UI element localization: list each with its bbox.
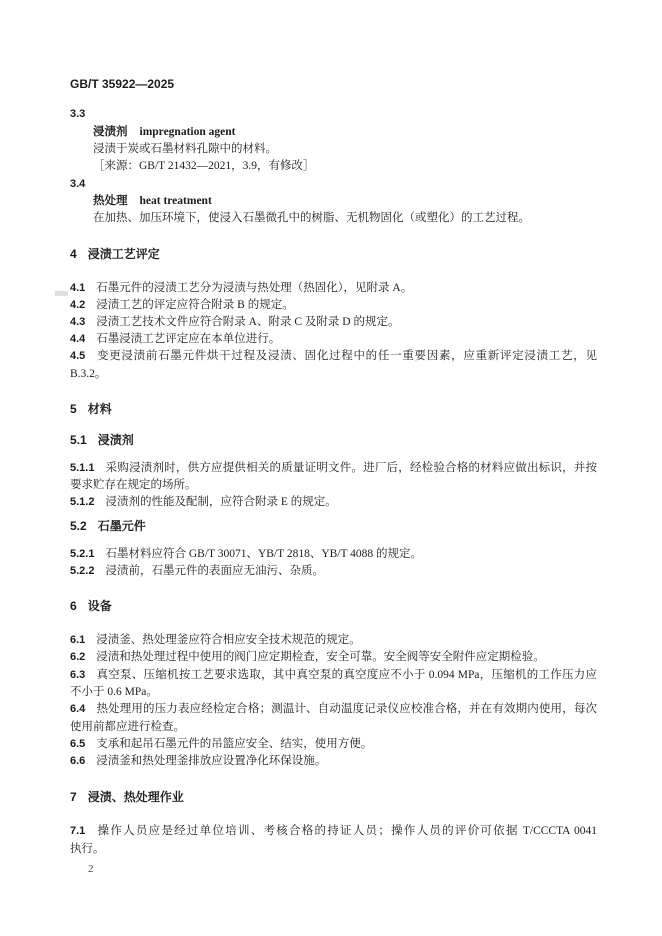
clause-6-5 (70, 736, 372, 753)
clause-4-2 (70, 297, 294, 314)
clause-5-1-1-continued: 要求贮存在规定的场所。 (70, 479, 197, 491)
clause-6-4 (70, 701, 597, 718)
term-number: 3.4 (70, 178, 86, 190)
clause-7-1-continued: 执行。 (70, 843, 105, 855)
clause-number: 6.4 (70, 703, 86, 715)
clause-number: 6 (70, 599, 77, 613)
clause-text: 采购浸渍剂时，供方应提供相关的质量证明文件。进厂后，经检验合格的材料应做出标识，并按 (105, 462, 597, 474)
clause-5-2-heading (70, 518, 146, 535)
clause-title: 设备 (87, 599, 112, 613)
clause-4-heading (70, 246, 160, 263)
clause-6-heading (70, 598, 112, 615)
clause-6-2 (70, 649, 545, 666)
clause-number: 4.2 (70, 299, 86, 311)
clause-title: 材料 (87, 402, 112, 416)
clause-number: 4.4 (70, 333, 86, 345)
clause-number: 6.6 (70, 755, 86, 767)
clause-6-6 (70, 753, 326, 770)
clause-number: 4.5 (70, 350, 86, 362)
clause-number: 7 (70, 790, 77, 804)
clause-6-1 (70, 632, 361, 649)
clause-text: 真空泵、压缩机按工艺要求选取，其中真空泵的真空度应不小于 0.094 MPa，压缩机的工作压力应 (96, 669, 597, 681)
document-code: GB/T 35922—2025 (70, 77, 175, 91)
term-3-4-definition: 在加热、加压环境下，使浸入石墨微孔中的树脂、无机物固化（或塑化）的工艺过程。 (93, 212, 530, 224)
term-chinese: 热处理 (93, 195, 128, 207)
clause-7-heading (70, 789, 184, 806)
clause-number: 5.2.1 (70, 548, 95, 560)
clause-4-1 (70, 280, 412, 297)
clause-title: 浸渍剂 (97, 433, 134, 447)
clause-text: 操作人员应是经过单位培训、考核合格的持证人员；操作人员的评价可依据 T/CCCTA 0041 (96, 825, 597, 837)
clause-5-1-2 (70, 494, 337, 511)
clause-6-4-continued: 使用前都应进行检查。 (70, 721, 185, 733)
clause-5-1-1 (70, 460, 597, 477)
clause-number: 5.1.1 (70, 462, 95, 474)
clause-6-3-continued: 不小于 0.6 MPa。 (70, 686, 158, 698)
clause-5-heading (70, 401, 112, 418)
clause-text: 石墨浸渍工艺评定应在本单位进行。 (96, 333, 281, 345)
term-3-4-heading (93, 193, 212, 210)
clause-number: 6.2 (70, 651, 86, 663)
term-3-3-definition: 浸渍于炭或石墨材料孔隙中的材料。 (93, 143, 277, 155)
clause-number: 7.1 (70, 825, 86, 837)
clause-title: 浸渍工艺评定 (87, 247, 160, 261)
clause-text: 浸渍釜、热处理釜应符合相应安全技术规范的规定。 (96, 634, 361, 646)
clause-number: 5.1.2 (70, 496, 95, 508)
term-3-3 (70, 106, 96, 123)
clause-number: 6.3 (70, 669, 86, 681)
term-number: 3.3 (70, 108, 86, 120)
clause-text: 浸渍前，石墨元件的表面应无油污、杂质。 (105, 565, 324, 577)
clause-number: 5 (70, 402, 77, 416)
clause-5-2-2 (70, 563, 324, 580)
clause-text: 浸渍釜和热处理釜排放应设置净化环保设施。 (96, 755, 327, 767)
clause-number: 6.5 (70, 738, 86, 750)
clause-text: 石墨元件的浸渍工艺分为浸渍与热处理（热固化），见附录 A。 (96, 282, 413, 294)
page-number: 2 (88, 863, 94, 875)
clause-number: 5.2 (70, 519, 87, 533)
clause-5-1-heading (70, 432, 134, 449)
clause-number: 4.1 (70, 282, 86, 294)
clause-text: 浸渍和热处理过程中使用的阀门应定期检查，安全可靠。安全阀等安全附件应定期检验。 (96, 651, 545, 663)
clause-title: 浸渍、热处理作业 (87, 790, 184, 804)
clause-text: 变更浸渍前石墨元件烘干过程及浸渍、固化过程中的任一重要因素，应重新评定浸渍工艺，见 (96, 350, 597, 362)
clause-text: 石墨材料应符合 GB/T 30071、YB/T 2818、YB/T 4088 的规定。 (105, 548, 423, 560)
clause-text: 支承和起吊石墨元件的吊篮应安全、结实，使用方便。 (96, 738, 373, 750)
clause-4-5-continued: B.3.2。 (70, 368, 107, 380)
clause-text: 浸渍工艺的评定应符合附录 B 的规定。 (96, 299, 294, 311)
clause-number: 5.2.2 (70, 565, 95, 577)
clause-4-3 (70, 314, 399, 331)
clause-4-5 (70, 348, 597, 365)
clause-title: 石墨元件 (97, 519, 146, 533)
clause-number: 4 (70, 247, 77, 261)
term-3-3-heading (93, 124, 235, 141)
term-english: impregnation agent (139, 126, 236, 138)
clause-number: 4.3 (70, 316, 86, 328)
term-3-4 (70, 176, 96, 193)
clause-4-4 (70, 331, 280, 348)
margin-mark (55, 291, 68, 296)
clause-number: 6.1 (70, 634, 86, 646)
clause-5-2-1 (70, 546, 422, 563)
clause-text: 浸渍工艺技术文件应符合附录 A、附录 C 及附录 D 的规定。 (96, 316, 400, 328)
clause-7-1 (70, 823, 597, 840)
term-3-3-source: ［来源：GB/T 21432—2021，3.9，有修改］ (93, 160, 315, 172)
clause-6-3 (70, 667, 597, 684)
clause-text: 热处理用的压力表应经检定合格；测温计、自动温度记录仪应校准合格，并在有效期内使用，每次 (96, 703, 597, 715)
term-chinese: 浸渍剂 (93, 126, 128, 138)
term-english: heat treatment (139, 195, 212, 207)
clause-text: 浸渍剂的性能及配制，应符合附录 E 的规定。 (105, 496, 337, 508)
clause-number: 5.1 (70, 433, 87, 447)
